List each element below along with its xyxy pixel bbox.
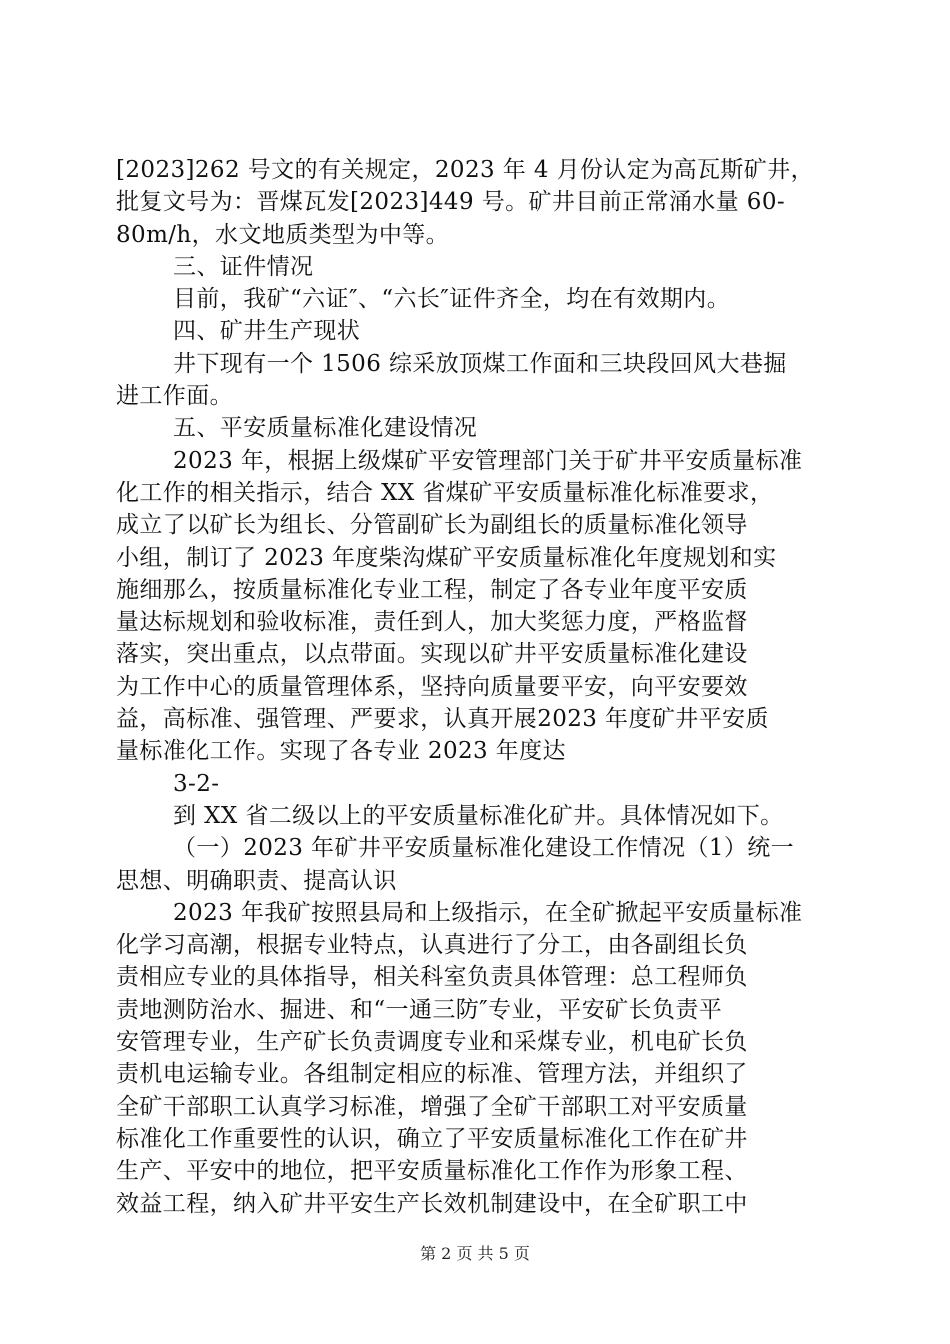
text-line: 批复文号为：晋煤瓦发[2023]449 号。矿井目前正常涌水量 60- xyxy=(116,189,786,216)
text-line: 量达标规划和验收标准，责任到人，加大奖惩力度，严格监督 xyxy=(116,609,748,636)
text-line: 2023 年，根据上级煤矿平安管理部门关于矿井平安质量标准 xyxy=(173,447,803,474)
text-line: 成立了以矿长为组长、分管副矿长为副组长的质量标准化领导 xyxy=(116,512,748,539)
text-line: [2023]262 号文的有关规定，2023 年 4 月份认定为高瓦斯矿井， xyxy=(116,157,814,183)
text-line: 化学习高潮，根据专业特点，认真进行了分工，由各副组长负 xyxy=(116,932,748,959)
text-line: 全矿干部职工认真学习标准，增强了全矿干部职工对平安质量 xyxy=(116,1093,748,1120)
text-line: 小组，制订了 2023 年度柴沟煤矿平安质量标准化年度规划和实 xyxy=(116,544,777,571)
text-line: 安管理专业，生产矿长负责调度专业和采煤专业，机电矿长负 xyxy=(116,1029,748,1056)
text-line: 思想、明确职责、提高认识 xyxy=(116,867,397,894)
body-text xyxy=(116,154,832,1220)
text-line: 到 XX 省二级以上的平安质量标准化矿井。具体情况如下。 xyxy=(173,802,784,829)
text-line: 2023 年我矿按照县局和上级指示，在全矿掀起平安质量标准 xyxy=(173,899,803,926)
text-line: 责机电运输专业。各组制定相应的标准、管理方法，并组织了 xyxy=(116,1061,748,1088)
text-line: 益，高标准、强管理、严要求，认真开展2023 年度矿井平安质 xyxy=(116,706,769,733)
text-line: 进工作面。 xyxy=(116,383,233,410)
text-line: 三、证件情况 xyxy=(173,253,314,280)
text-line: 责相应专业的具体指导，相关科室负责具体管理：总工程师负 xyxy=(116,964,748,991)
text-line: 四、矿井生产现状 xyxy=(173,318,361,345)
text-line: （一）2023 年矿井平安质量标准化建设工作情况（1）统一 xyxy=(173,835,795,862)
text-line: 井下现有一个 1506 综采放顶煤工作面和三块段回风大巷掘 xyxy=(173,350,787,377)
text-line: 生产、平安中的地位，把平安质量标准化工作作为形象工程、 xyxy=(116,1158,748,1185)
text-line: 3-2- xyxy=(173,770,220,797)
text-line: 施细那么，按质量标准化专业工程，制定了各专业年度平安质 xyxy=(116,576,748,603)
text-line: 落实，突出重点，以点带面。实现以矿井平安质量标准化建设 xyxy=(116,641,748,668)
text-line: 目前，我矿“六证″、“六长″证件齐全，均在有效期内。 xyxy=(173,286,731,313)
text-line: 责地测防治水、掘进、和“一通三防″专业，平安矿长负责平 xyxy=(116,996,723,1023)
text-line: 量标准化工作。实现了各专业 2023 年度达 xyxy=(116,738,566,765)
text-line: 80m/h，水文地质类型为中等。 xyxy=(116,221,450,248)
text-line: 为工作中心的质量管理体系，坚持向质量要平安，向平安要效 xyxy=(116,673,748,700)
text-line: 标准化工作重要性的认识，确立了平安质量标准化工作在矿井 xyxy=(116,1125,748,1152)
text-line: 五、平安质量标准化建设情况 xyxy=(173,415,478,442)
text-line: 化工作的相关指示，结合 XX 省煤矿平安质量标准化标准要求， xyxy=(116,479,774,506)
page-footer: 第 2 页 共 5 页 xyxy=(420,1244,530,1263)
text-line: 效益工程，纳入矿井平安生产长效机制建设中，在全矿职工中 xyxy=(116,1190,748,1217)
